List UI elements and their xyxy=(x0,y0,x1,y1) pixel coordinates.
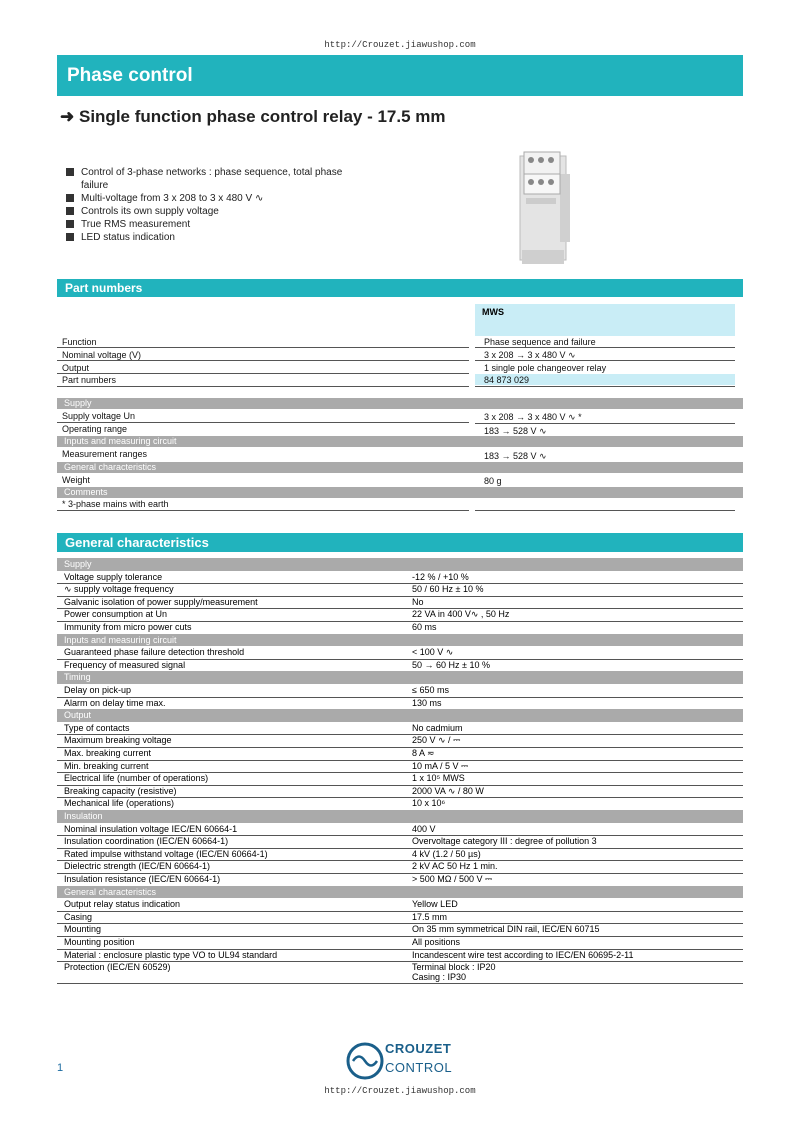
row-label: Insulation xyxy=(64,811,103,821)
row-value: No xyxy=(412,596,424,607)
square-bullet-icon xyxy=(66,220,74,228)
table-row xyxy=(57,898,743,912)
table-row xyxy=(57,697,743,711)
row-label: Inputs and measuring circuit xyxy=(64,634,177,645)
part-numbers-header: Part numbers xyxy=(57,279,743,297)
row-label: General characteristics xyxy=(64,886,157,897)
table-row xyxy=(57,722,743,736)
row-label: Material : enclosure plastic type VO to UL94 standard xyxy=(64,949,278,960)
logo-brand: CROUZET xyxy=(385,1041,452,1056)
feature-list xyxy=(64,166,364,244)
row-value: 10 x 10⁶ xyxy=(412,798,446,809)
row-value: 50 / 60 Hz ± 10 % xyxy=(412,584,484,595)
operating-range-value: 183 → 528 V ∿ xyxy=(484,426,547,436)
row-label: Timing xyxy=(64,672,91,683)
row-label: Frequency of measured signal xyxy=(64,659,186,670)
square-bullet-icon xyxy=(66,168,74,176)
square-bullet-icon xyxy=(66,194,74,202)
row-value: > 500 MΩ / 500 V ⎓ xyxy=(412,874,493,884)
row-value: 22 VA in 400 V∿ , 50 Hz xyxy=(412,609,510,620)
row-value: 17.5 mm xyxy=(412,911,448,922)
row-label: Supply xyxy=(64,559,92,569)
row-label: Voltage supply tolerance xyxy=(64,571,163,582)
row-label: Casing xyxy=(64,911,93,922)
divider xyxy=(57,386,469,387)
row-label: Galvanic isolation of power supply/measurement xyxy=(64,596,258,607)
table-row xyxy=(57,961,743,984)
divider xyxy=(57,373,469,374)
row-label: Mechanical life (operations) xyxy=(64,798,175,809)
table-row xyxy=(57,747,743,761)
row-label: ∿ supply voltage frequency xyxy=(64,584,174,595)
group-bar xyxy=(57,886,743,899)
list-item: LED status indication xyxy=(64,231,364,244)
row-value: 4 kV (1.2 / 50 µs) xyxy=(412,848,481,859)
divider xyxy=(475,423,735,424)
nominal-voltage-label: Nominal voltage (V) xyxy=(62,350,142,360)
divider xyxy=(475,360,735,361)
row-value: Terminal block : IP20 xyxy=(412,962,496,973)
group-bar-inputs: Inputs and measuring circuit xyxy=(57,436,743,447)
supply-voltage-label: Supply voltage Un xyxy=(62,411,136,421)
square-bullet-icon xyxy=(66,207,74,215)
divider xyxy=(475,347,735,348)
divider xyxy=(57,347,469,348)
top-url: http://Crouzet.jiawushop.com xyxy=(324,40,476,50)
table-row xyxy=(57,734,743,748)
table-row xyxy=(57,873,743,887)
row-label: Breaking capacity (resistive) xyxy=(64,785,177,796)
operating-range-label: Operating range xyxy=(62,424,128,434)
table-row xyxy=(57,860,743,874)
logo-sub: CONTROL xyxy=(385,1060,453,1075)
row-label: Rated impulse withstand voltage (IEC/EN 60664-1) xyxy=(64,848,268,859)
divider xyxy=(57,360,469,361)
table-row xyxy=(57,823,743,837)
row-label: Maximum breaking voltage xyxy=(64,735,172,746)
output-value: 1 single pole changeover relay xyxy=(484,363,607,373)
row-value: No cadmium xyxy=(412,722,463,733)
function-value: Phase sequence and failure xyxy=(484,337,596,347)
row-value: ≤ 650 ms xyxy=(412,685,449,695)
row-value: 400 V xyxy=(412,823,436,834)
weight-value: 80 g xyxy=(484,476,502,486)
row-value: Incandescent wire test according to IEC/EN 60695-2-11 xyxy=(412,949,634,960)
row-value: 8 A ≂ xyxy=(412,748,435,758)
general-characteristics-header: General characteristics xyxy=(57,533,743,552)
page-number: 1 xyxy=(57,1062,64,1074)
row-label: Dielectric strength (IEC/EN 60664-1) xyxy=(64,861,211,872)
column-header: MWS xyxy=(475,304,735,336)
row-label: Output xyxy=(64,710,92,721)
group-bar xyxy=(57,634,743,647)
group-bar-supply: Supply xyxy=(57,398,743,409)
list-item: Multi-voltage from 3 x 208 to 3 x 480 V ∿ xyxy=(64,192,364,205)
table-row xyxy=(57,949,743,963)
row-label: Mounting xyxy=(64,924,102,935)
row-value: < 100 V ∿ xyxy=(412,647,454,658)
row-label: Delay on pick-up xyxy=(64,685,132,695)
bottom-url: http://Crouzet.jiawushop.com xyxy=(324,1086,476,1096)
function-label: Function xyxy=(62,337,97,347)
page-title: Phase control xyxy=(67,65,193,86)
list-item: Controls its own supply voltage xyxy=(64,205,364,218)
page-banner xyxy=(57,55,743,96)
nominal-voltage-value: 3 x 208 → 3 x 480 V ∿ xyxy=(484,350,576,360)
table-row xyxy=(57,659,743,673)
table-row xyxy=(57,785,743,799)
row-value: 1 x 10⁵ MWS xyxy=(412,773,465,784)
row-label: Immunity from micro power cuts xyxy=(64,622,192,632)
table-row xyxy=(57,684,743,698)
table-row xyxy=(57,936,743,950)
measurement-ranges-value: 183 → 528 V ∿ xyxy=(484,451,547,461)
row-value: 50 → 60 Hz ± 10 % xyxy=(412,659,490,670)
row-value: 2000 VA ∿ / 80 W xyxy=(412,785,484,796)
table-row xyxy=(57,797,743,811)
row-label: Power consumption at Un xyxy=(64,609,168,620)
group-bar xyxy=(57,810,743,823)
row-label: Type of contacts xyxy=(64,722,130,733)
row-value: 250 V ∿ / ⎓ xyxy=(412,735,461,746)
table-row xyxy=(57,835,743,849)
table-row xyxy=(57,848,743,862)
list-item: True RMS measurement xyxy=(64,218,364,231)
row-value: On 35 mm symmetrical DIN rail, IEC/EN 60715 xyxy=(412,924,600,935)
row-value: 130 ms xyxy=(412,697,442,708)
measurement-ranges-label: Measurement ranges xyxy=(62,449,148,459)
row-value: 60 ms xyxy=(412,622,437,632)
square-bullet-icon xyxy=(66,233,74,241)
group-bar-comments: Comments xyxy=(57,487,743,498)
relay-product-image xyxy=(516,150,574,268)
row-value: Overvoltage category III : degree of pollution 3 xyxy=(412,836,597,847)
row-value: 10 mA / 5 V ⎓ xyxy=(412,760,469,771)
divider xyxy=(475,510,735,511)
table-row xyxy=(57,596,743,610)
table-row xyxy=(57,608,743,622)
table-row xyxy=(57,760,743,774)
table-row xyxy=(57,646,743,660)
row-value: -12 % / +10 % xyxy=(412,571,469,582)
divider xyxy=(57,510,469,511)
group-bar xyxy=(57,709,743,722)
row-value: Yellow LED xyxy=(412,899,458,910)
part-number-value: 84 873 029 xyxy=(484,375,530,385)
comment-text: * 3-phase mains with earth xyxy=(62,499,169,509)
part-numbers-label: Part numbers xyxy=(62,375,117,385)
row-label: Guaranteed phase failure detection threshold xyxy=(64,647,245,658)
row-value: All positions xyxy=(412,937,461,947)
row-label: Max. breaking current xyxy=(64,748,152,758)
row-label: Protection (IEC/EN 60529) xyxy=(64,962,171,973)
output-label: Output xyxy=(62,363,90,373)
row-label: Insulation resistance (IEC/EN 60664-1) xyxy=(64,874,221,884)
row-label: Nominal insulation voltage IEC/EN 60664-1 xyxy=(64,823,238,834)
subtitle xyxy=(60,107,446,127)
subtitle-text: Single function phase control relay - 17.5 mm xyxy=(78,107,446,126)
group-bar xyxy=(57,558,743,571)
row-label: Output relay status indication xyxy=(64,899,181,910)
divider xyxy=(475,386,735,387)
list-item: Control of 3-phase networks : phase sequence, total phase failure xyxy=(64,166,364,192)
table-row xyxy=(57,583,743,597)
weight-label: Weight xyxy=(62,475,90,485)
supply-voltage-value: 3 x 208 → 3 x 480 V ∿ * xyxy=(484,412,582,422)
row-label: Min. breaking current xyxy=(64,760,149,771)
row-value-2: Casing : IP30 xyxy=(412,972,467,983)
table-row xyxy=(57,571,743,585)
row-label: Mounting position xyxy=(64,937,135,947)
row-label: Electrical life (number of operations) xyxy=(64,773,209,784)
table-row xyxy=(57,923,743,937)
table-row xyxy=(57,772,743,786)
table-row xyxy=(57,621,743,635)
row-value: 2 kV AC 50 Hz 1 min. xyxy=(412,861,498,872)
row-label: Insulation coordination (IEC/EN 60664-1) xyxy=(64,836,229,847)
group-bar-general: General characteristics xyxy=(57,462,743,473)
arrow-icon: ➜ xyxy=(60,107,75,126)
row-label: Alarm on delay time max. xyxy=(64,697,166,708)
group-bar xyxy=(57,671,743,684)
table-row xyxy=(57,911,743,925)
